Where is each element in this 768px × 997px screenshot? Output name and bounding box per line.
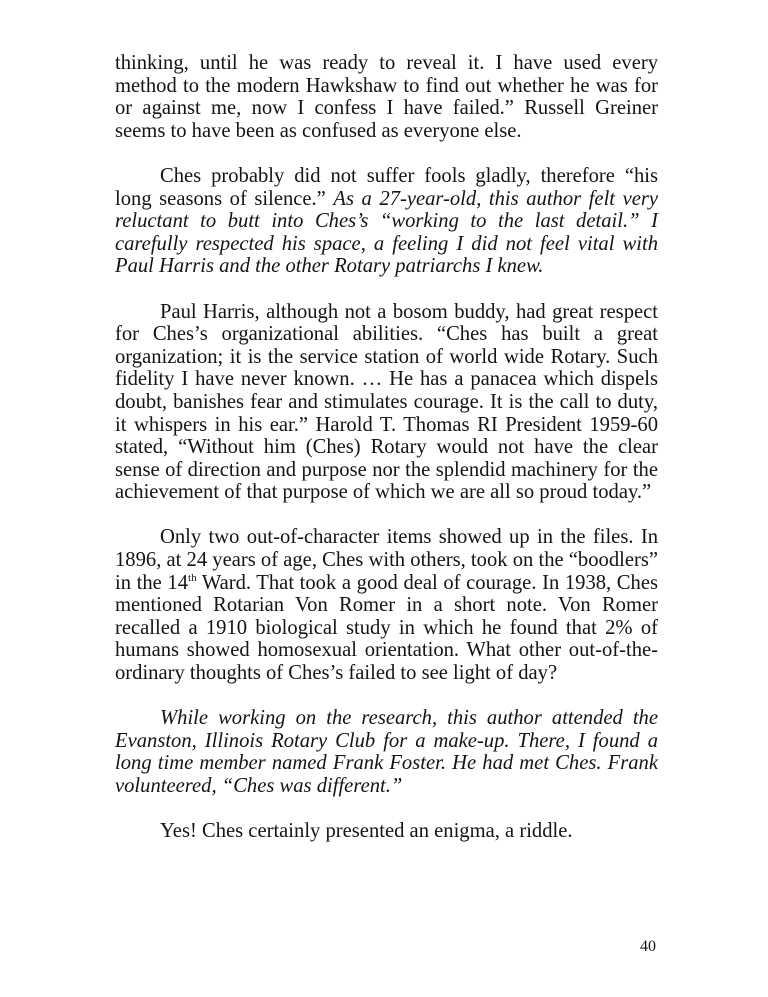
paragraph-silence-italic-text: As a 27-year-old, this author felt very reluctant to butt into Ches’s “working to the last detail.” I carefully respected his space, a feeling I did not feel vital with Paul Harris and the other Rotary patriarchs I knew. (115, 187, 658, 278)
page-number: 40 (640, 938, 656, 955)
paragraph-out-of-character (115, 526, 658, 684)
paragraph-enigma: Yes! Ches certainly presented an enigma, a riddle. (160, 820, 573, 843)
paragraph-evanston: While working on the research, this author attended the Evanston, Illinois Rotary Club for a make-up. There, I found a long time member named Frank Foster. He had met Ches. Frank volunteered, “Ches was different.” (115, 707, 658, 797)
paragraph-silence-roman-text: Ches probably did not suffer fools gladly, therefore “his long seasons of silence.” (115, 164, 658, 210)
paragraph-out-of-character-text-b: Ward. That took a good deal of courage. In 1938, Ches mentioned Rotarian Von Romer in a short note. Von Romer recalled a 1910 biological study in which he found that 2% of humans showed homosexual orientation. What other out-of-the-ordinary thoughts of Ches’s failed to see light of day? (115, 571, 658, 685)
ordinal-superscript: th (188, 571, 197, 584)
paragraph-paul-harris: Paul Harris, although not a bosom buddy, had great respect for Ches’s organizational abilities. “Ches has built a great organization; it is the service station of world wide Rotary. Such fidelity I have never known. … He has a panacea which dispels doubt, banishes fear and stimulates courage. It is the call to duty, it whispers in his ear.” Harold T. Thomas RI President 1959-60 stated, “Without him (Ches) Rotary would not have the clear sense of direction and purpose nor the splendid machinery for the achievement of that purpose of which we are all so proud today.” (115, 300, 658, 504)
document-page (115, 52, 658, 865)
paragraph-out-of-character-text-a: Only two out-of-character items showed up in the files. In 1896, at 24 years of age, Ches with others, took on the “boodlers” in the 14 (115, 526, 658, 594)
paragraph-continuation: thinking, until he was ready to reveal it. I have used every method to the modern Hawkshaw to find out whether he was for or against me, now I confess I have failed.” Russell Greiner seems to have been as confused as everyone else. (115, 52, 658, 142)
paragraph-silence (115, 165, 658, 278)
